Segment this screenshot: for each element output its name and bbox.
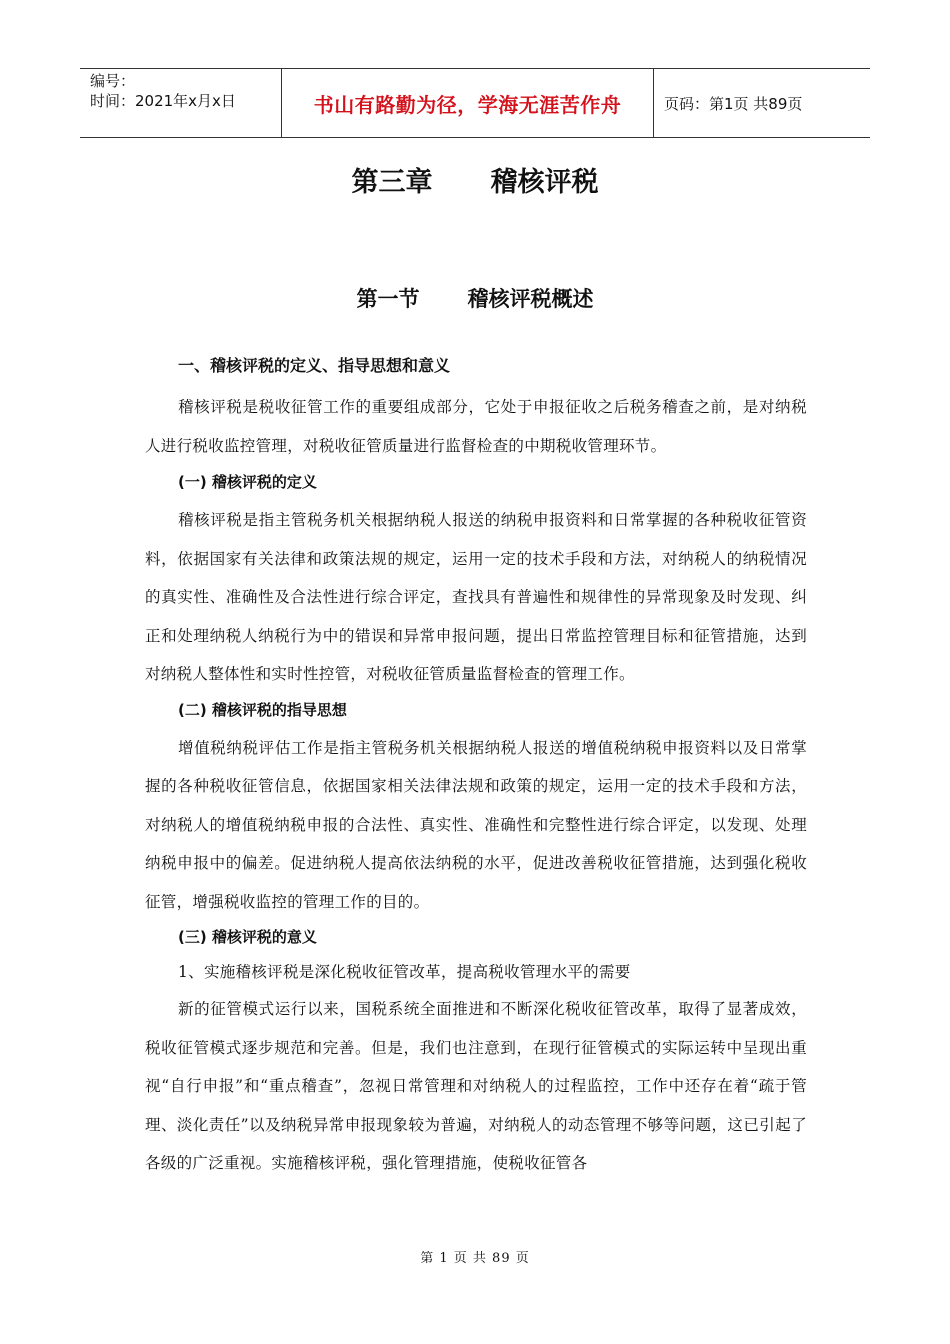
heading-definition: (一) 稽核评税的定义 — [178, 473, 317, 491]
heading-level-1: 一、稽核评税的定义、指导思想和意义 — [178, 356, 451, 375]
body-content — [145, 352, 807, 1183]
list-item-1: 1、实施稽核评税是深化税收征管改革，提高税收管理水平的需要 — [178, 963, 631, 981]
chapter-number: 第三章 — [351, 167, 433, 198]
number-label: 编号： — [90, 72, 136, 90]
chapter-name: 稽核评税 — [490, 167, 599, 198]
chapter-title — [0, 160, 950, 199]
time-label: 时间：2021年x月x日 — [90, 92, 236, 110]
section-title — [0, 283, 950, 313]
paragraph-4: 新的征管模式运行以来，国税系统全面推进和不断深化税收征管改革，取得了显著成效，税收征管模式逐步规范和完善。但是，我们也注意到，在现行征管模式的实际运转中呈现出重视“自行申报”和“重点稽查”，忽视日常管理和对纳税人的过程监控，工作中还存在着“疏于管理、淡化责任”以及纳税异常申报现象较为普遍，对纳税人的动态管理不够等问题，这已引起了各级的广泛重视。实施稽核评税，强化管理措施，使税收征管各 — [145, 1000, 807, 1172]
paragraph-2: 稽核评税是指主管税务机关根据纳税人报送的纳税申报资料和日常掌握的各种税收征管资料，依据国家有关法律和政策法规的规定，运用一定的技术手段和方法，对纳税人的纳税情况的真实性、准确性及合法性进行综合评定，查找具有普遍性和规律性的异常现象及时发现、纠正和处理纳税人纳税行为中的错误和异常申报问题，提出日常监控管理目标和征管措施，达到对纳税人整体性和实时性控管，对税收征管质量监督检查的管理工作。 — [145, 511, 807, 683]
heading-significance: (三) 稽核评税的意义 — [178, 928, 317, 946]
paragraph-3: 增值税纳税评估工作是指主管税务机关根据纳税人报送的增值税纳税申报资料以及日常掌握的各种税收征管信息，依据国家相关法律法规和政策的规定，运用一定的技术手段和方法，对纳税人的增值税纳税申报的合法性、真实性、准确性和完整性进行综合评定，以发现、处理纳税申报中的偏差。促进纳税人提高依法纳税的水平，促进改善税收征管措施，达到强化税收征管，增强税收监控的管理工作的目的。 — [145, 738, 807, 911]
header-meta — [80, 69, 282, 137]
page-footer: 第 1 页 共 89 页 — [420, 1251, 530, 1266]
header-motto: 书山有路勤为径，学海无涯苦作舟 — [282, 69, 654, 137]
section-number: 第一节 — [356, 287, 420, 311]
header-page-label: 页码：第1页 共89页 — [664, 94, 803, 113]
paragraph-1: 稽核评税是税收征管工作的重要组成部分，它处于申报征收之后税务稽查之前，是对纳税人进行税收监控管理，对税收征管质量进行监督检查的中期税收管理环节。 — [145, 398, 807, 455]
section-name: 稽核评税概述 — [467, 287, 594, 311]
page-header — [80, 68, 870, 138]
heading-guiding-ideology: (二) 稽核评税的指导思想 — [178, 700, 347, 719]
